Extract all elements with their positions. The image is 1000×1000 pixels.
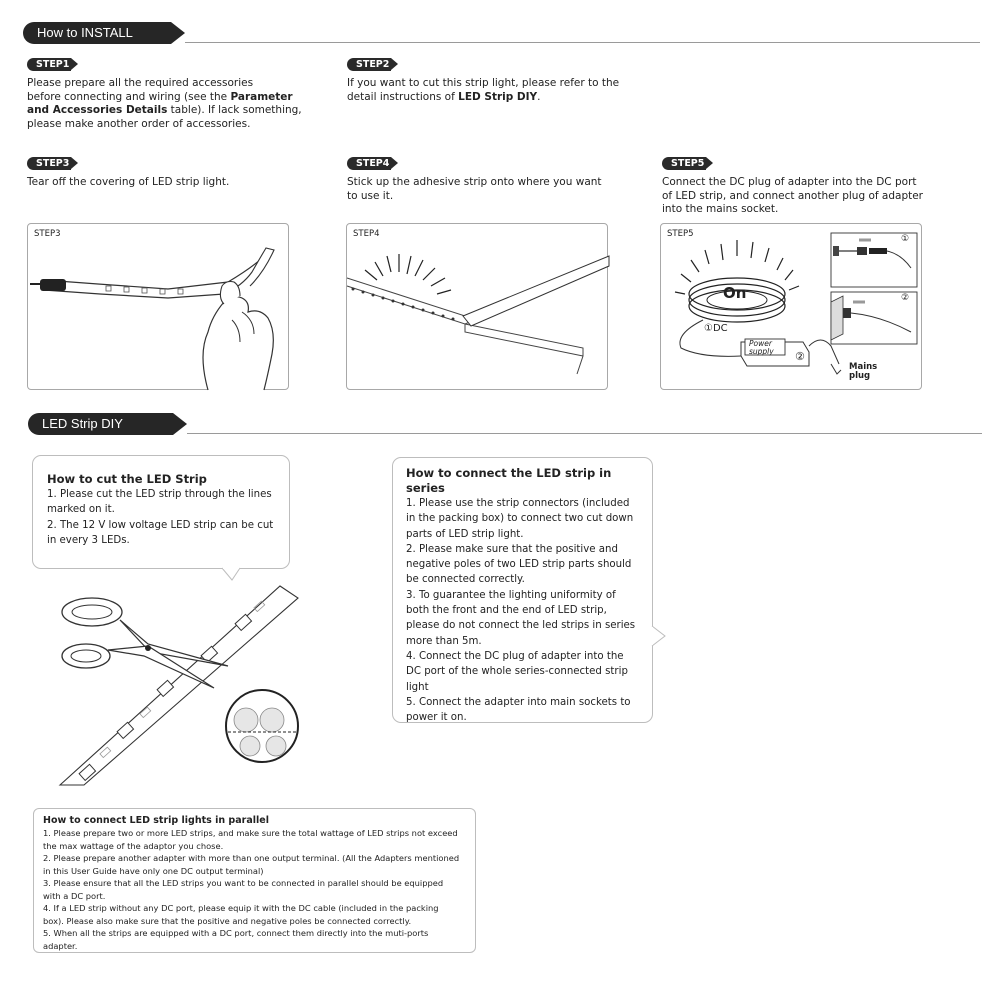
parallel-line: adapter. bbox=[43, 940, 78, 951]
series-line: 3. To guarantee the lighting uniformity of bbox=[406, 589, 616, 601]
series-line: 1. Please use the strip connectors (included bbox=[406, 498, 630, 509]
dc-label: ①DC bbox=[704, 323, 728, 334]
step2-tag-text: STEP2 bbox=[356, 59, 390, 70]
step5-line: Connect the DC plug of adapter into the DC port bbox=[662, 176, 917, 188]
step4-text bbox=[347, 176, 647, 203]
diy-banner bbox=[28, 413, 173, 435]
step5-tag-text: STEP5 bbox=[671, 158, 705, 169]
step1-line: please make another order of accessories. bbox=[27, 117, 251, 130]
parallel-line: 4. If a LED strip without any DC port, please equip it with the DC cable (included in the packing bbox=[43, 903, 439, 913]
step4-illustration bbox=[346, 223, 608, 390]
step5-line: of LED strip, and connect another plug of adapter bbox=[662, 189, 924, 202]
step1-tag bbox=[27, 58, 71, 71]
series-line: be connected correctly. bbox=[406, 574, 525, 586]
inset-2-marker: ② bbox=[901, 293, 910, 303]
power-label-1: Power bbox=[749, 339, 772, 348]
step4-line: Stick up the adhesive strip onto where you want bbox=[347, 176, 602, 188]
step4-tag bbox=[347, 157, 391, 170]
parallel-line: 3. Please ensure that all the LED strips you want to be connected in parallel should be equipped bbox=[43, 878, 444, 888]
step3-tag bbox=[27, 157, 71, 170]
peel-strip-hand-icon bbox=[28, 224, 290, 391]
step4-box-label: STEP4 bbox=[353, 229, 380, 239]
step5-text bbox=[662, 176, 982, 217]
diy-banner-rule bbox=[187, 433, 982, 434]
on-label: On bbox=[723, 284, 747, 302]
stick-strip-icon bbox=[347, 224, 609, 391]
parallel-line: 2. Please prepare another adapter with more than one output terminal. (All the Adapters mentioned bbox=[43, 853, 460, 863]
step1-line: before connecting and wiring (see the Parameter bbox=[27, 90, 293, 103]
mains-label-2: plug bbox=[849, 371, 871, 381]
parallel-line: in this User Guide have only one DC output terminal) bbox=[43, 865, 264, 876]
cut-line: marked on it. bbox=[47, 504, 115, 516]
power-label-2: supply bbox=[749, 347, 774, 356]
series-line: parts of LED strip light. bbox=[406, 528, 524, 540]
step2-tag bbox=[347, 58, 391, 71]
cut-line: 1. Please cut the LED strip through the lines bbox=[47, 489, 272, 500]
series-line: negative poles of two LED strip parts should bbox=[406, 559, 632, 571]
parallel-line: 5. When all the strips are equipped with a DC port, connect them directly into the muti-ports bbox=[43, 928, 429, 938]
install-banner-text: How to INSTALL bbox=[37, 25, 133, 40]
parallel-line: 1. Please prepare two or more LED strips, and make sure the total wattage of LED strips not exceed bbox=[43, 828, 458, 838]
parallel-line: with a DC port. bbox=[43, 890, 106, 901]
step3-tag-text: STEP3 bbox=[36, 158, 70, 169]
step3-box-label: STEP3 bbox=[34, 229, 61, 239]
series-callout bbox=[392, 457, 653, 723]
step2-line: detail instructions of LED Strip DIY. bbox=[347, 90, 541, 103]
power-supply-label bbox=[749, 340, 774, 356]
series-line: please do not connect the led strips in series bbox=[406, 620, 636, 632]
series-line: light bbox=[406, 681, 429, 693]
series-line: 2. Please make sure that the positive and bbox=[406, 543, 618, 555]
parallel-title: How to connect LED strip lights in parallel bbox=[43, 815, 269, 826]
series-line: more than 5m. bbox=[406, 635, 482, 647]
parallel-line: box). Please also make sure that the positive and negative poles be connected correctly. bbox=[43, 915, 412, 926]
step2-line: If you want to cut this strip light, please refer to the bbox=[347, 77, 620, 89]
step5-tag bbox=[662, 157, 706, 170]
step3-text bbox=[27, 176, 327, 190]
mains-label-1: Mains bbox=[849, 362, 878, 372]
series-line: both the front and the end of LED strip, bbox=[406, 605, 607, 617]
cut-title: How to cut the LED Strip bbox=[47, 472, 207, 486]
step3-illustration bbox=[27, 223, 289, 390]
parallel-box bbox=[33, 808, 476, 953]
install-banner bbox=[23, 22, 171, 44]
step5-box-label: STEP5 bbox=[667, 229, 694, 239]
step4-line: to use it. bbox=[347, 189, 394, 202]
series-line: in the packing box) to connect two cut down bbox=[406, 513, 634, 525]
series-title: How to connect the LED strip in series bbox=[406, 466, 612, 495]
series-line: 5. Connect the adapter into main sockets to bbox=[406, 696, 631, 708]
step5-line: into the mains socket. bbox=[662, 203, 779, 215]
cut-line: in every 3 LEDs. bbox=[47, 534, 130, 546]
step1-tag-text: STEP1 bbox=[36, 59, 70, 70]
marker-2: ② bbox=[795, 350, 805, 363]
cut-line: 2. The 12 V low voltage LED strip can be cut bbox=[47, 519, 274, 531]
step1-text bbox=[27, 77, 327, 131]
parallel-line: the max wattage of the adaptor you chose. bbox=[43, 840, 224, 851]
series-callout-pointer bbox=[652, 626, 668, 648]
series-line: 4. Connect the DC plug of adapter into the bbox=[406, 650, 624, 662]
mains-plug-label bbox=[849, 363, 877, 381]
step3-line: Tear off the covering of LED strip light. bbox=[27, 176, 230, 188]
install-banner-rule bbox=[185, 42, 980, 43]
step4-tag-text: STEP4 bbox=[356, 158, 390, 169]
step2-text bbox=[347, 77, 667, 104]
series-line: DC port of the whole series-connected strip bbox=[406, 666, 628, 678]
step1-line: Please prepare all the required accessories bbox=[27, 77, 254, 89]
step1-line: and Accessories Details table). If lack something, bbox=[27, 104, 302, 116]
cut-callout bbox=[32, 455, 290, 569]
series-line: power it on. bbox=[406, 712, 467, 724]
connect-power-icon bbox=[661, 224, 923, 391]
cut-strip-scissors-icon bbox=[40, 580, 300, 785]
step5-illustration bbox=[660, 223, 922, 390]
diy-banner-text: LED Strip DIY bbox=[42, 416, 123, 431]
inset-1-marker: ① bbox=[901, 234, 910, 244]
